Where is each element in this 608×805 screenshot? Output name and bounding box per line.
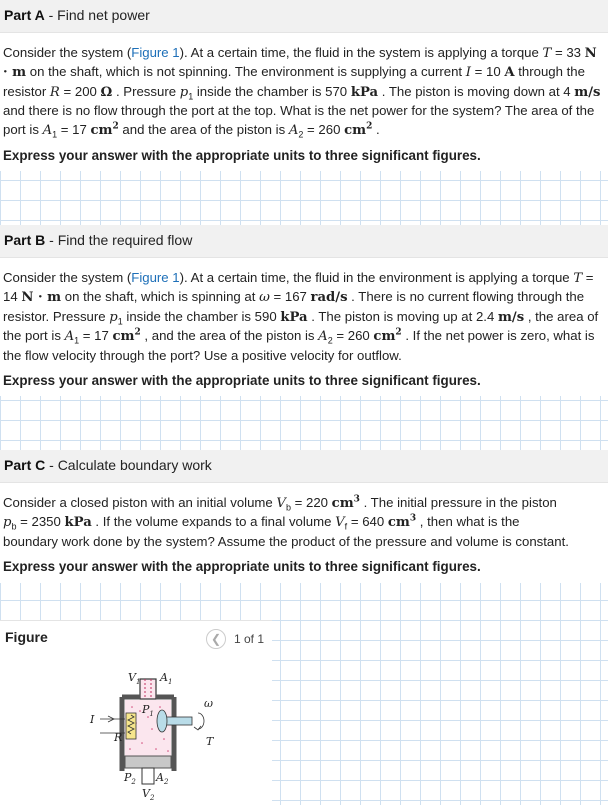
label-p2: $P_2$ — [124, 771, 136, 786]
part-c-body — [0, 483, 608, 583]
part-a-body — [0, 33, 608, 171]
part-b — [0, 225, 608, 396]
label-t: T — [206, 735, 214, 748]
part-a-label: Part A — [4, 7, 45, 23]
part-a-problem: Consider the system (Figure 1). At a certain time, the fluid in the system is applying a torque T = 33 N · m on the shaft, which is not spinning. The environment is supplying a current I = 10 A through the resistor R = 200 Ω . Pressure $p_1$ inside the chamber is 570 kPa . The piston is moving down at 4 m/s and there is no flow through the port at the top. What is the net power for the system? The area of the port is $A_1 = 17$ $cm^2$ and the area of the piston is $A_2 = 260$ $cm^2$ . — [3, 45, 601, 140]
label-a2: $A_2$ — [156, 771, 169, 786]
part-c-header[interactable]: Part C - Calculate boundary work — [0, 450, 608, 483]
part-c-instruction: Express your answer with the appropriate units to three significant figures. — [3, 559, 481, 575]
label-p1: $P_1$ — [142, 703, 154, 718]
part-b-title: Find the required flow — [57, 232, 193, 248]
part-b-body — [0, 258, 608, 396]
figure-pager — [206, 629, 264, 649]
piston-system-diagram — [80, 661, 220, 805]
figure-title: Figure — [5, 629, 48, 645]
part-c — [0, 450, 608, 583]
label-i: I — [90, 713, 95, 726]
part-b-header[interactable]: Part B - Find the required flow — [0, 225, 608, 258]
part-a — [0, 0, 608, 171]
part-c-label: Part C — [4, 457, 46, 473]
part-b-label: Part B — [4, 232, 46, 248]
part-a-title: Find net power — [57, 7, 150, 23]
label-r: R — [114, 731, 123, 744]
label-v2: $V_2$ — [142, 787, 155, 802]
part-b-instruction: Express your answer with the appropriate units to three significant figures. — [3, 373, 481, 389]
figure-page-indicator: 1 of 1 — [234, 632, 265, 646]
label-v1: $V_1$ — [128, 671, 141, 686]
part-b-problem: Consider the system (Figure 1). At a certain time, the fluid in the environment is applying a torque T = 14 N · m on the shaft, which is spinning at ω = 167 rad/s . There is no current flowing through the resistor. Pressure $p_1$ inside the chamber is 590 kPa . The piston is moving up at 2.4 m/s , the area of the port is $A_1 = 17$ $cm^2$ , and the area of the piston is $A_2 = 260$ $cm^2$ . If the net power is zero, what is the flow velocity through the port? Use a positive velocity for outflow. — [3, 270, 599, 363]
part-a-instruction: Express your answer with the appropriate units to three significant figures. — [3, 148, 481, 164]
figure-link[interactable]: Figure 1 — [131, 45, 180, 60]
figure-link[interactable]: Figure 1 — [131, 270, 180, 285]
label-omega: ω — [204, 697, 213, 710]
label-a1: $A_1$ — [160, 671, 173, 686]
part-a-header[interactable]: Part A - Find net power — [0, 0, 608, 33]
figure-panel — [0, 620, 272, 805]
part-c-problem: Consider a closed piston with an initial volume $V_b = 220$ $cm^3$ . The initial pressure in the piston $p_b = 2350$ kPa . If the volume expands to a final volume $V_f = 640$ $cm^3$ , then what is the boundary work done by the system? Assume the product of the pressure and volume is constant. — [3, 494, 569, 549]
chevron-left-icon[interactable]: ❮ — [206, 629, 226, 649]
part-c-title: Calculate boundary work — [57, 457, 212, 473]
